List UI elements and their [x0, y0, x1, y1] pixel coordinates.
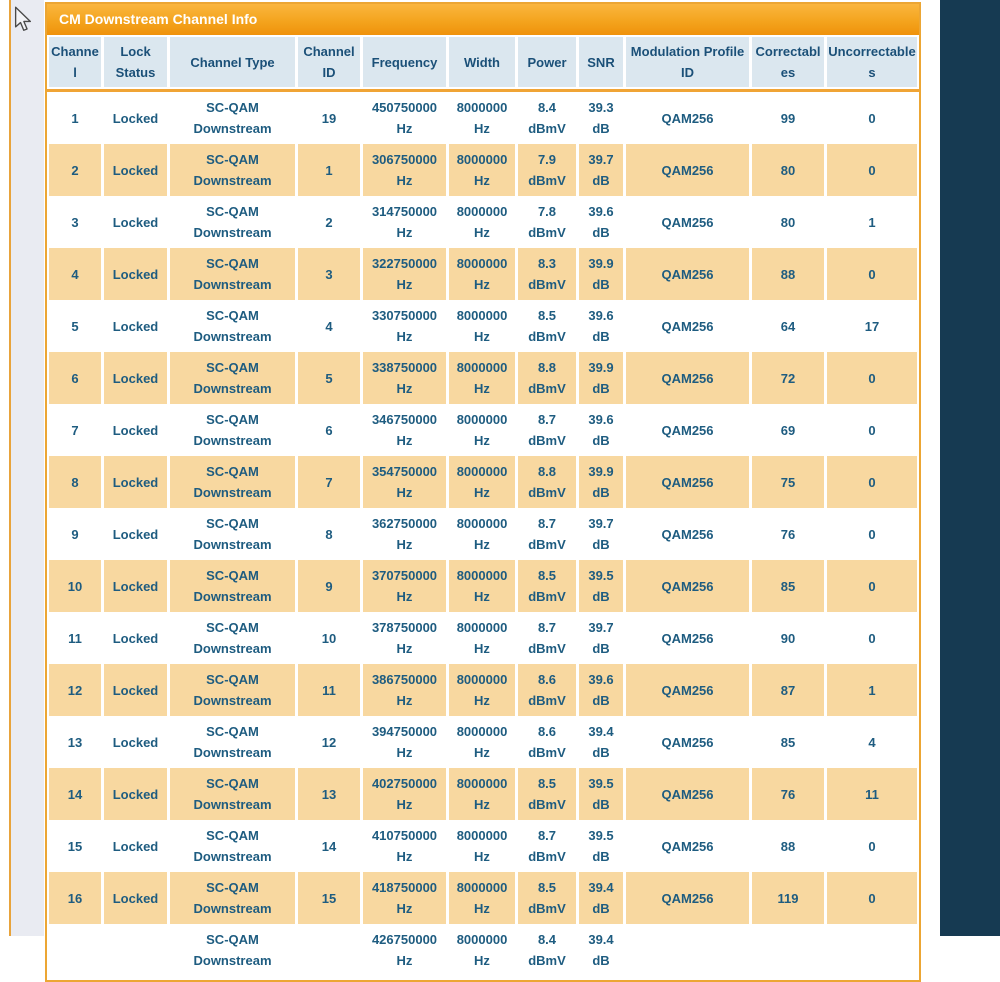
table-cell: Locked	[104, 872, 167, 924]
table-cell: 3	[298, 248, 360, 300]
right-background-panel	[940, 0, 1000, 936]
table-cell: SC-QAM Downstream	[170, 92, 295, 144]
table-cell: Locked	[104, 716, 167, 768]
table-cell: 88	[752, 820, 824, 872]
table-cell: 8000000 Hz	[449, 508, 515, 560]
header-cell: Correctables	[752, 37, 824, 87]
table-cell: 5	[298, 352, 360, 404]
table-cell: Locked	[104, 144, 167, 196]
table-cell: SC-QAM Downstream	[170, 716, 295, 768]
table-cell: 99	[752, 92, 824, 144]
table-cell: 80	[752, 144, 824, 196]
table-cell: SC-QAM Downstream	[170, 248, 295, 300]
table-cell: 2	[298, 196, 360, 248]
table-cell: 8000000 Hz	[449, 196, 515, 248]
header-cell: Channel Type	[170, 37, 295, 87]
table-cell: Locked	[104, 456, 167, 508]
table-cell: 354750000 Hz	[363, 456, 446, 508]
table-cell: 0	[827, 404, 917, 456]
table-cell: 362750000 Hz	[363, 508, 446, 560]
table-cell: 0	[827, 820, 917, 872]
table-cell: 8.6 dBmV	[518, 664, 576, 716]
table-cell: 39.9 dB	[579, 352, 623, 404]
table-cell: QAM256	[626, 664, 749, 716]
header-cell: Lock Status	[104, 37, 167, 87]
table-cell: 85	[752, 716, 824, 768]
table-cell: 0	[827, 144, 917, 196]
table-cell: 10	[49, 560, 101, 612]
table-cell: 12	[49, 664, 101, 716]
table-cell: QAM256	[626, 92, 749, 144]
table-cell: 75	[752, 456, 824, 508]
table-cell: Locked	[104, 664, 167, 716]
table-cell: Locked	[104, 300, 167, 352]
table-cell: 39.7 dB	[579, 612, 623, 664]
table-cell: SC-QAM Downstream	[170, 404, 295, 456]
table-cell: 39.6 dB	[579, 300, 623, 352]
table-cell: Locked	[104, 560, 167, 612]
table-cell: 8000000 Hz	[449, 664, 515, 716]
table-cell: SC-QAM Downstream	[170, 508, 295, 560]
table-cell: 346750000 Hz	[363, 404, 446, 456]
table-cell: 378750000 Hz	[363, 612, 446, 664]
table-cell: 72	[752, 352, 824, 404]
table-body	[47, 92, 919, 978]
table-cell: 16	[49, 872, 101, 924]
table-cell: 8000000 Hz	[449, 248, 515, 300]
table-cell: 314750000 Hz	[363, 196, 446, 248]
table-cell: 39.5 dB	[579, 560, 623, 612]
table-cell: 76	[752, 508, 824, 560]
table-cell: 394750000 Hz	[363, 716, 446, 768]
table-cell	[626, 924, 749, 976]
table-cell: 11	[49, 612, 101, 664]
table-cell: QAM256	[626, 872, 749, 924]
table-cell: 8.5 dBmV	[518, 768, 576, 820]
table-cell: SC-QAM Downstream	[170, 664, 295, 716]
table-cell: 90	[752, 612, 824, 664]
table-cell: 8.8 dBmV	[518, 352, 576, 404]
table-cell: 0	[827, 872, 917, 924]
table-header-row	[47, 35, 919, 87]
table-cell: QAM256	[626, 248, 749, 300]
table-cell: Locked	[104, 820, 167, 872]
table-cell: Locked	[104, 248, 167, 300]
table-cell: 8.5 dBmV	[518, 560, 576, 612]
table-cell: 0	[827, 560, 917, 612]
left-margin-strip	[11, 0, 44, 936]
table-cell: 1	[827, 664, 917, 716]
table-cell: 15	[49, 820, 101, 872]
table-cell: 13	[298, 768, 360, 820]
panel-title: CM Downstream Channel Info	[47, 4, 919, 35]
table-cell: 39.6 dB	[579, 196, 623, 248]
table-cell: 402750000 Hz	[363, 768, 446, 820]
table-cell: 39.4 dB	[579, 872, 623, 924]
table-cell: 39.6 dB	[579, 664, 623, 716]
table-cell: 7	[49, 404, 101, 456]
table-cell: 19	[298, 92, 360, 144]
table-cell: Locked	[104, 404, 167, 456]
table-cell: 14	[298, 820, 360, 872]
table-cell: 39.7 dB	[579, 508, 623, 560]
table-cell: 87	[752, 664, 824, 716]
cm-downstream-channel-info-panel	[45, 2, 921, 982]
table-cell: 8.4 dBmV	[518, 924, 576, 976]
table-cell: QAM256	[626, 144, 749, 196]
table-cell: 39.9 dB	[579, 456, 623, 508]
table-cell: 88	[752, 248, 824, 300]
table-cell: 418750000 Hz	[363, 872, 446, 924]
header-cell: Power	[518, 37, 576, 87]
table-cell: 80	[752, 196, 824, 248]
table-cell: 15	[298, 872, 360, 924]
table-cell: 8000000 Hz	[449, 456, 515, 508]
header-cell: Width	[449, 37, 515, 87]
table-cell: 8000000 Hz	[449, 716, 515, 768]
table-cell: SC-QAM Downstream	[170, 196, 295, 248]
table-cell: 6	[298, 404, 360, 456]
table-cell: 8000000 Hz	[449, 768, 515, 820]
table-cell: Locked	[104, 508, 167, 560]
table-cell: SC-QAM Downstream	[170, 352, 295, 404]
table-cell: 11	[298, 664, 360, 716]
table-cell: 39.5 dB	[579, 768, 623, 820]
table-cell: QAM256	[626, 352, 749, 404]
table-cell: 3	[49, 196, 101, 248]
table-cell: 12	[298, 716, 360, 768]
table-cell: 8.7 dBmV	[518, 508, 576, 560]
table-cell: SC-QAM Downstream	[170, 820, 295, 872]
table-cell: 8.7 dBmV	[518, 612, 576, 664]
table-cell	[298, 924, 360, 976]
table-cell: QAM256	[626, 820, 749, 872]
table-cell: QAM256	[626, 560, 749, 612]
table-cell: 4	[298, 300, 360, 352]
table-cell: Locked	[104, 768, 167, 820]
table-cell: QAM256	[626, 768, 749, 820]
table-cell: Locked	[104, 612, 167, 664]
table-cell: 322750000 Hz	[363, 248, 446, 300]
table-cell: 14	[49, 768, 101, 820]
table-cell: 8000000 Hz	[449, 924, 515, 976]
header-cell: Frequency	[363, 37, 446, 87]
table-cell	[49, 924, 101, 976]
table-cell: 0	[827, 612, 917, 664]
table-cell	[104, 924, 167, 976]
header-cell: Channel	[49, 37, 101, 87]
table-cell: 11	[827, 768, 917, 820]
table-cell: SC-QAM Downstream	[170, 768, 295, 820]
table-cell: 370750000 Hz	[363, 560, 446, 612]
table-cell: 39.4 dB	[579, 716, 623, 768]
table-cell: 2	[49, 144, 101, 196]
table-cell: 69	[752, 404, 824, 456]
table-cell: Locked	[104, 352, 167, 404]
table-cell: QAM256	[626, 404, 749, 456]
table-cell: 76	[752, 768, 824, 820]
table-cell: 4	[49, 248, 101, 300]
table-cell: SC-QAM Downstream	[170, 300, 295, 352]
header-cell: Uncorrectables	[827, 37, 917, 87]
table-cell: 8.8 dBmV	[518, 456, 576, 508]
table-cell: 1	[827, 196, 917, 248]
table-cell: 8000000 Hz	[449, 872, 515, 924]
table-cell: QAM256	[626, 508, 749, 560]
table-cell: 8.7 dBmV	[518, 404, 576, 456]
table-cell: 5	[49, 300, 101, 352]
table-cell: QAM256	[626, 716, 749, 768]
table-cell: 386750000 Hz	[363, 664, 446, 716]
table-cell: 39.6 dB	[579, 404, 623, 456]
header-cell: Channel ID	[298, 37, 360, 87]
table-cell: 8000000 Hz	[449, 92, 515, 144]
table-cell: 7	[298, 456, 360, 508]
table-cell: 39.9 dB	[579, 248, 623, 300]
table-cell: 7.8 dBmV	[518, 196, 576, 248]
table-cell: 64	[752, 300, 824, 352]
table-cell: 8	[298, 508, 360, 560]
table-cell: 450750000 Hz	[363, 92, 446, 144]
table-cell: 17	[827, 300, 917, 352]
table-cell: 6	[49, 352, 101, 404]
table-cell: Locked	[104, 92, 167, 144]
table-cell: 39.7 dB	[579, 144, 623, 196]
table-cell	[752, 924, 824, 976]
table-cell: 0	[827, 352, 917, 404]
table-cell: 0	[827, 92, 917, 144]
table-cell: 8.3 dBmV	[518, 248, 576, 300]
header-cell: SNR	[579, 37, 623, 87]
table-cell: 0	[827, 456, 917, 508]
table-cell: SC-QAM Downstream	[170, 924, 295, 976]
table-cell: 1	[298, 144, 360, 196]
table-cell: SC-QAM Downstream	[170, 872, 295, 924]
table-cell: 119	[752, 872, 824, 924]
header-cell: Modulation Profile ID	[626, 37, 749, 87]
table-cell: 39.4 dB	[579, 924, 623, 976]
table-cell: 8.7 dBmV	[518, 820, 576, 872]
table-cell: 8	[49, 456, 101, 508]
table-cell: 4	[827, 716, 917, 768]
table-cell: SC-QAM Downstream	[170, 144, 295, 196]
table-cell: 8000000 Hz	[449, 352, 515, 404]
table-cell: 8000000 Hz	[449, 404, 515, 456]
table-cell: QAM256	[626, 456, 749, 508]
table-cell: 330750000 Hz	[363, 300, 446, 352]
table-cell: 10	[298, 612, 360, 664]
table-cell: SC-QAM Downstream	[170, 456, 295, 508]
table-cell: 0	[827, 248, 917, 300]
table-cell: 8.5 dBmV	[518, 872, 576, 924]
table-cell: SC-QAM Downstream	[170, 612, 295, 664]
table-cell: 8.4 dBmV	[518, 92, 576, 144]
table-cell: 8.5 dBmV	[518, 300, 576, 352]
table-cell: 39.5 dB	[579, 820, 623, 872]
table-cell: 8000000 Hz	[449, 820, 515, 872]
table-cell: Locked	[104, 196, 167, 248]
table-cell: 85	[752, 560, 824, 612]
table-cell	[827, 924, 917, 976]
table-cell: 0	[827, 508, 917, 560]
table-cell: QAM256	[626, 196, 749, 248]
table-cell: 8000000 Hz	[449, 612, 515, 664]
table-cell: 8000000 Hz	[449, 144, 515, 196]
table-cell: 426750000 Hz	[363, 924, 446, 976]
table-cell: 39.3 dB	[579, 92, 623, 144]
table-cell: 7.9 dBmV	[518, 144, 576, 196]
table-cell: 338750000 Hz	[363, 352, 446, 404]
table-cell: QAM256	[626, 300, 749, 352]
table-cell: 9	[298, 560, 360, 612]
table-cell: 8000000 Hz	[449, 560, 515, 612]
table-cell: 1	[49, 92, 101, 144]
table-cell: QAM256	[626, 612, 749, 664]
table-cell: 8.6 dBmV	[518, 716, 576, 768]
table-cell: 9	[49, 508, 101, 560]
table-cell: SC-QAM Downstream	[170, 560, 295, 612]
table-cell: 8000000 Hz	[449, 300, 515, 352]
arrow-pointer-icon	[13, 6, 33, 33]
table-cell: 410750000 Hz	[363, 820, 446, 872]
table-cell: 306750000 Hz	[363, 144, 446, 196]
table-cell: 13	[49, 716, 101, 768]
